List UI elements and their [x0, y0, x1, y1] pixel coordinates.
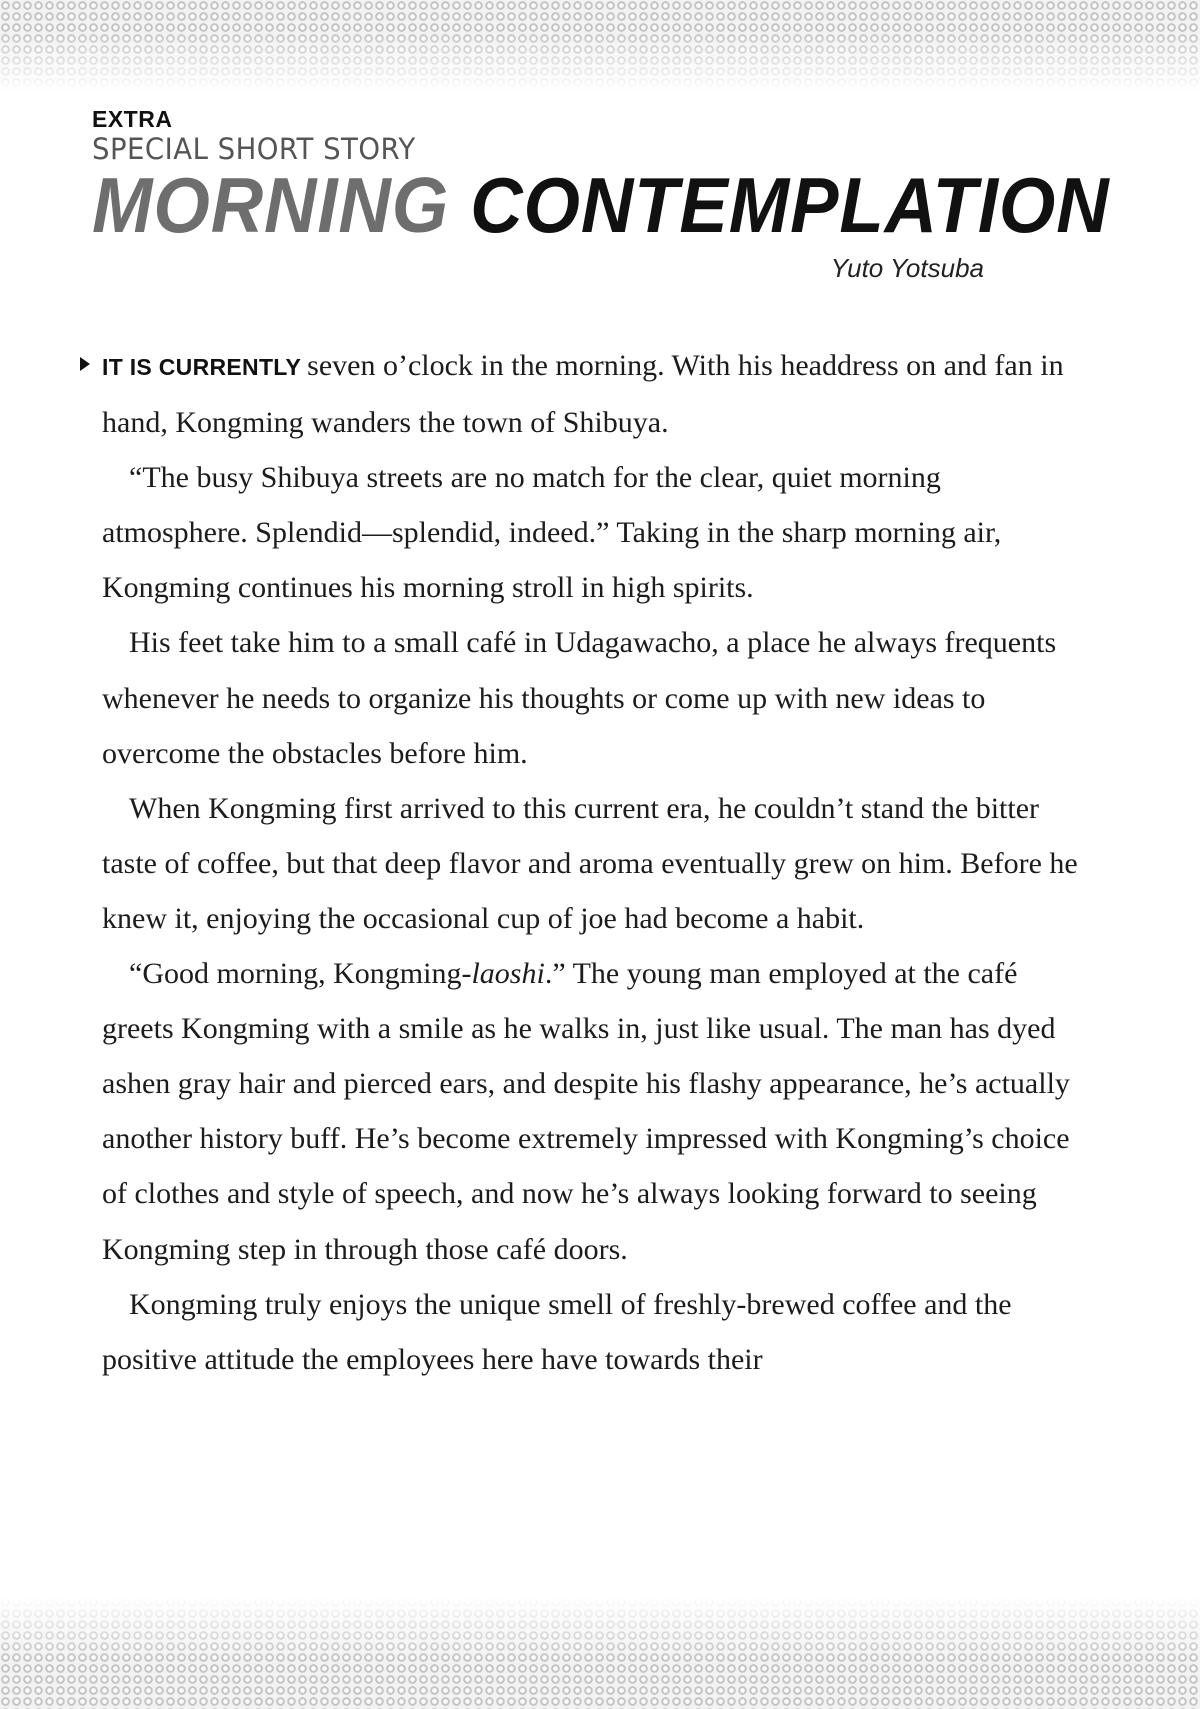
title-part-morning: MORNING — [92, 161, 450, 249]
play-arrow-icon — [80, 357, 90, 371]
italic-term: laoshi — [471, 957, 545, 991]
bottom-dot-pattern-band — [0, 1597, 1200, 1709]
story-paragraph: Kongming truly enjoys the unique smell of freshly-brewed coffee and the positive attitude the employees here have towards their — [102, 1287, 1012, 1376]
story-paragraph: When Kongming first arrived to this current era, he couldn’t stand the bitter taste of coffee, but that deep flavor and aroma eventually grew on him. Before he knew it, enjoying the occasional cup of joe had become a habit. — [102, 791, 1078, 935]
story-body — [102, 338, 1082, 1387]
extra-label: EXTRA — [92, 106, 173, 132]
paragraph-text: .” The young man employed at the café greets Kongming with a smile as he walks in, just like usual. The man has dyed ashen gray hair and pierced ears, and despite his flashy appearance, he’s actually another history buff. He’s become extremely impressed with Kongming’s choice of clothes and style of speech, and now he’s always looking forward to seeing Kongming step in through those café doors. — [102, 957, 1070, 1266]
top-dot-pattern-band — [0, 0, 1200, 92]
subtitle: SPECIAL SHORT STORY — [92, 132, 416, 166]
title-part-contemplation: CONTEMPLATION — [470, 161, 1110, 249]
story-paragraph — [102, 946, 1082, 1277]
story-paragraph: “The busy Shibuya streets are no match for the clear, quiet morning atmosphere. Splendid—splendid, indeed.” Taking in the sharp morning air, Kongming continues his morning stroll in high spirits. — [102, 461, 1002, 605]
author-name: Yuto Yotsuba — [830, 253, 984, 283]
paragraph-text: “Good morning, Kongming- — [129, 957, 472, 991]
paragraph-text: seven o’clock in the morning. With his headdress on and fan in hand, Kongming wanders the town of Shibuya. — [102, 349, 1064, 440]
story-paragraph — [102, 338, 1082, 450]
lead-in-caps: IT IS CURRENTLY — [102, 354, 302, 380]
story-header — [92, 106, 1110, 283]
story-title — [92, 161, 1110, 249]
story-paragraph: His feet take him to a small café in Udagawacho, a place he always frequents whenever he needs to organize his thoughts or come up with new ideas to overcome the obstacles before him. — [102, 626, 1057, 770]
